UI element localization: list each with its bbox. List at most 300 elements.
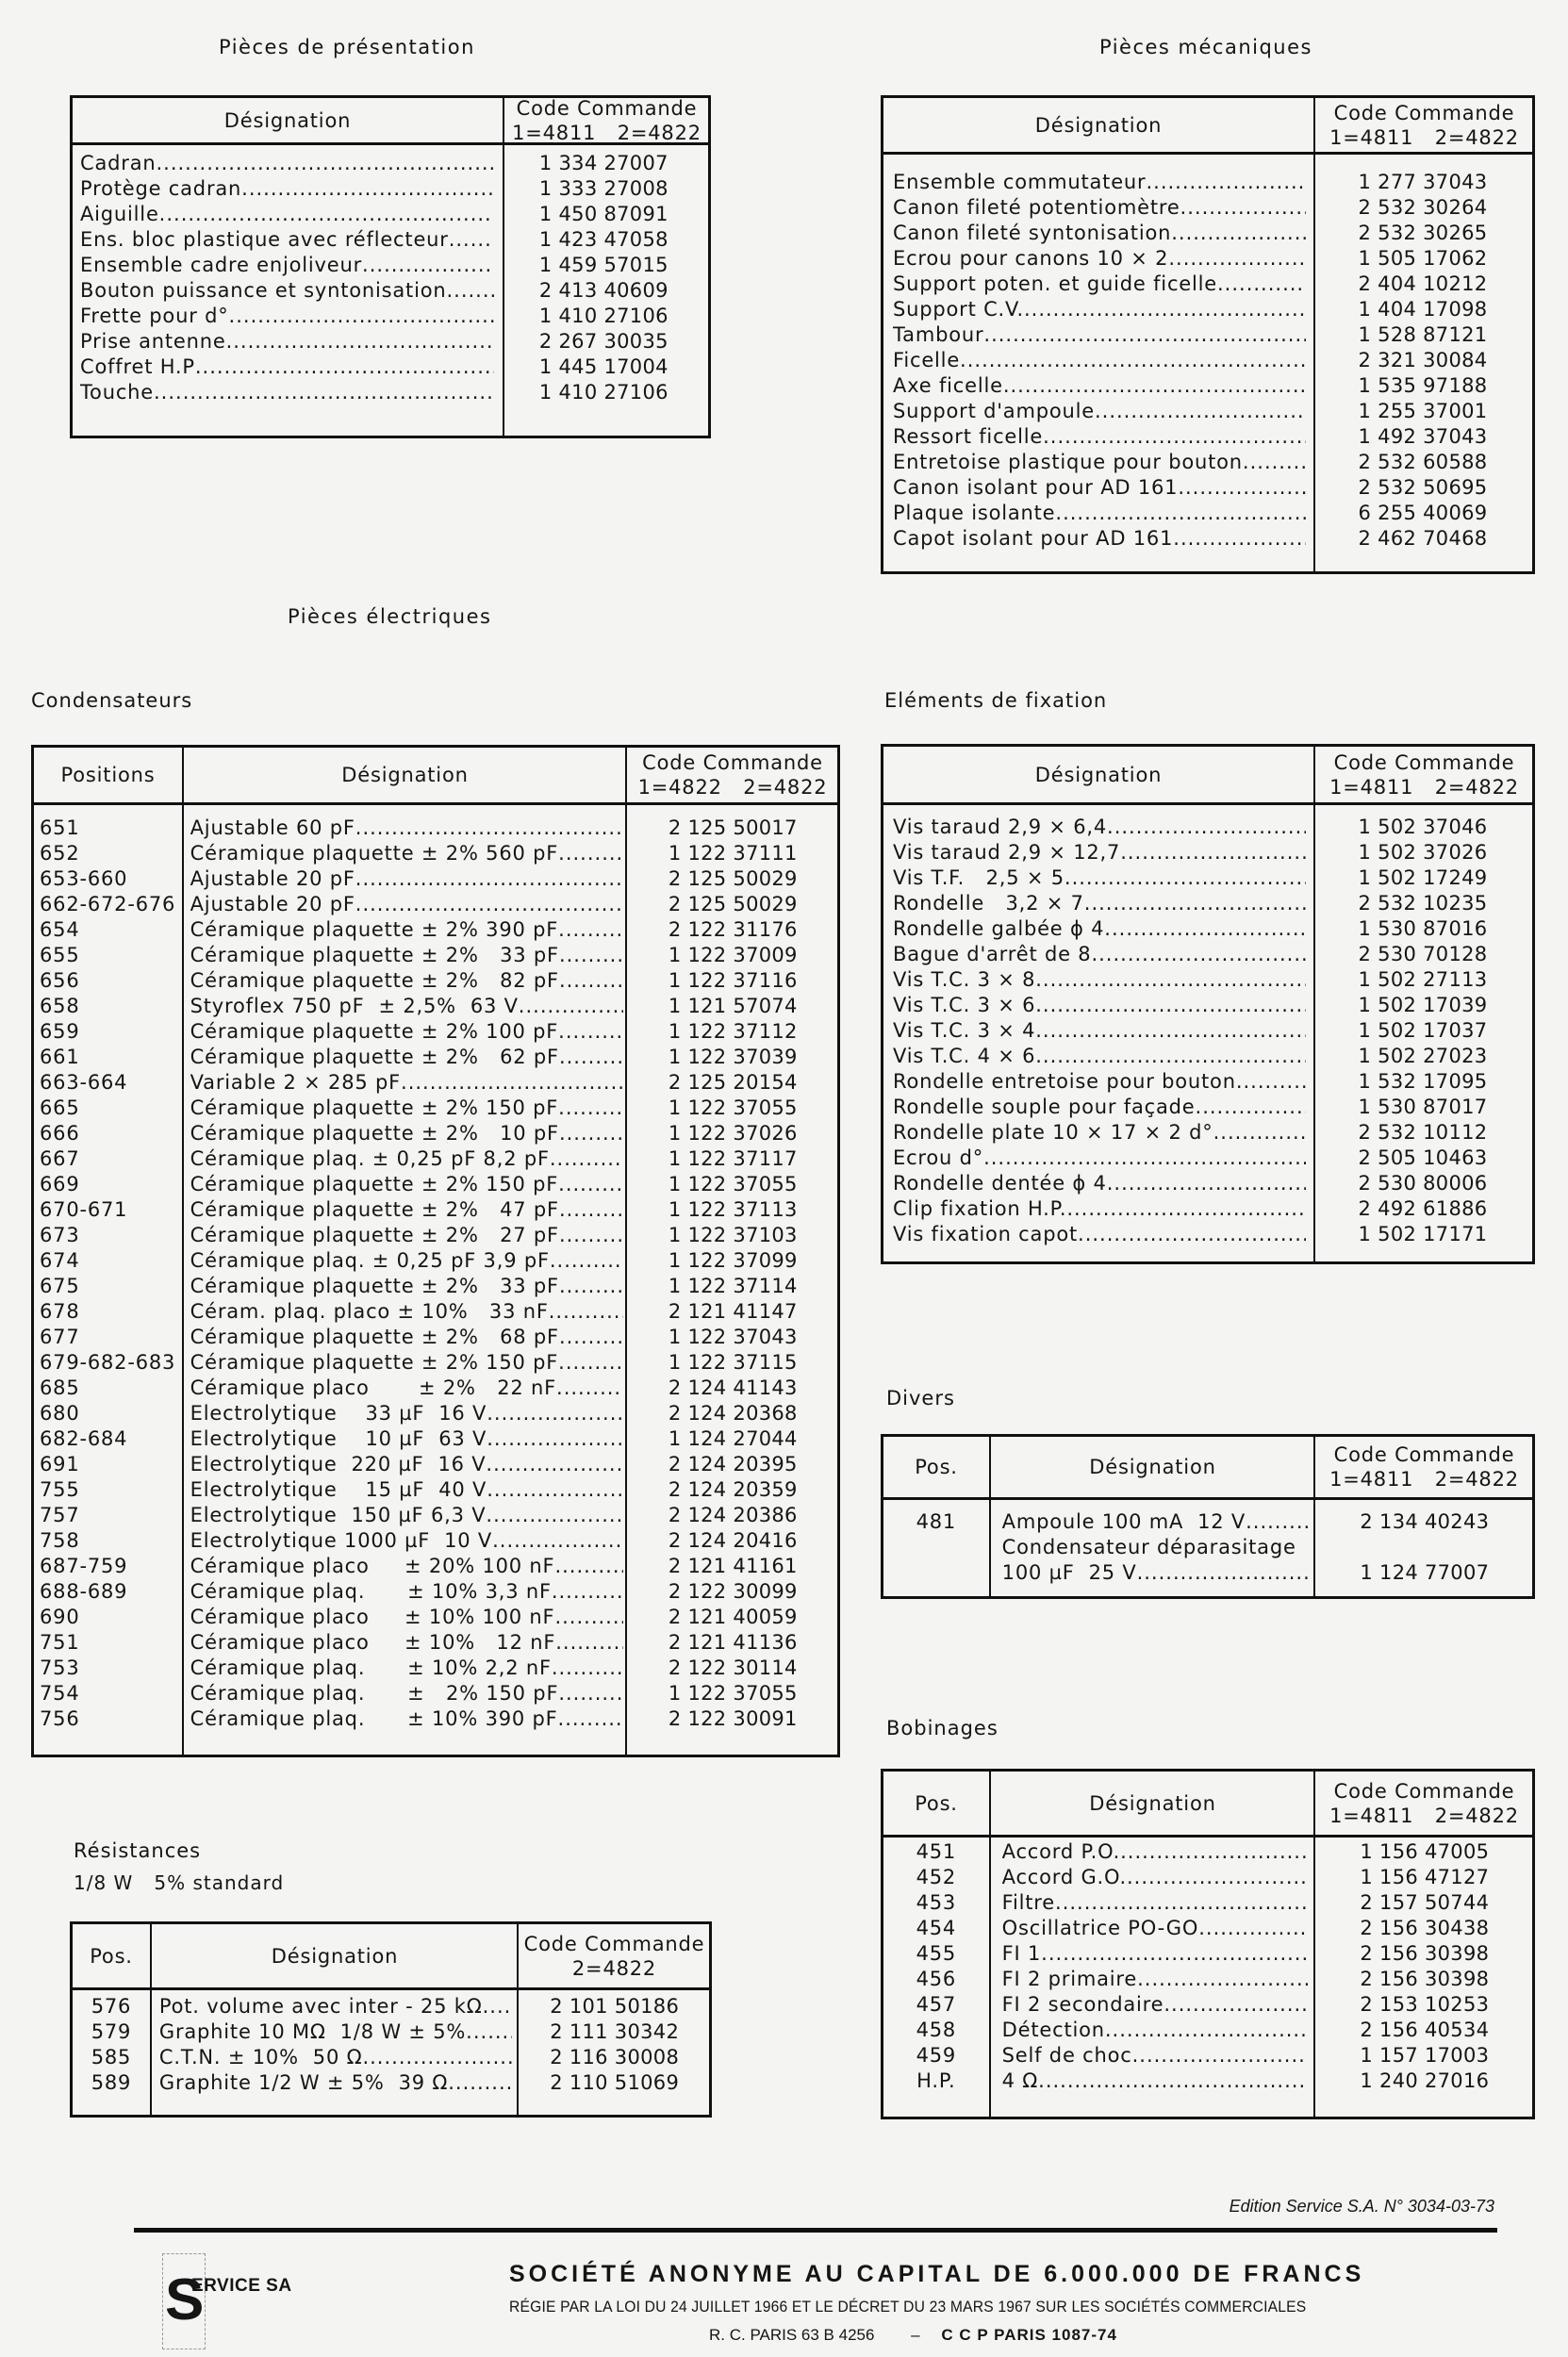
- code-cell: 2 156 30398: [1360, 1942, 1490, 1965]
- designation-cell: [893, 1069, 1306, 1095]
- header-pos: Pos.: [915, 1456, 958, 1478]
- code-cell: 2 153 10253: [1360, 1993, 1490, 2016]
- table-condensateurs: [31, 745, 840, 1757]
- designation-text: 4 Ω: [1001, 2069, 1039, 2092]
- designation-cell: [893, 272, 1306, 297]
- section-title-electriques: Pièces électriques: [288, 605, 492, 628]
- leader-dots: [1180, 195, 1306, 221]
- table-row: [893, 1196, 1530, 1222]
- subsection-bobinages: Bobinages: [886, 1717, 999, 1739]
- leader-dots: [1120, 1839, 1308, 1865]
- designation-cell: [190, 1401, 623, 1426]
- code-cell: 1 122 37055: [668, 1682, 798, 1705]
- code-cell: 2 121 41147: [668, 1300, 798, 1323]
- leader-dots: [487, 1477, 622, 1503]
- table-row: [40, 1554, 837, 1579]
- code-cell: 1 502 37026: [1358, 841, 1488, 864]
- leader-dots: [355, 892, 623, 917]
- designation-text: Ajustable 60 pF: [190, 816, 355, 839]
- table-row: [893, 1069, 1530, 1095]
- position-cell: 670-671: [40, 1198, 128, 1221]
- position-cell: 457: [916, 1993, 957, 2016]
- leader-dots: [1196, 1095, 1306, 1120]
- leader-dots: [1127, 1865, 1308, 1890]
- header-code-line2: 1=4811 2=4822: [1329, 775, 1519, 799]
- position-cell: 685: [40, 1376, 80, 1399]
- table-row: [40, 1325, 837, 1350]
- designation-cell: [1002, 1967, 1308, 1992]
- designation-cell: [80, 176, 494, 202]
- leader-dots: [1035, 967, 1306, 993]
- header-code-line1: Code Commande: [1333, 101, 1515, 124]
- code-cell: 2 134 40243: [1360, 1510, 1490, 1533]
- header-code-line2: 1=4811 2=4822: [1329, 1804, 1519, 1827]
- designation-text: Graphite 1/2 W ± 5% 39 Ω: [158, 2071, 449, 2094]
- leader-dots: [1091, 942, 1306, 967]
- table-row: [883, 2069, 1532, 2094]
- table-row: [893, 1120, 1530, 1146]
- leader-dots: [559, 1274, 623, 1299]
- header-code-line2: 1=4822 2=4822: [637, 776, 828, 799]
- designation-cell: [893, 1120, 1306, 1146]
- position-cell: 756: [40, 1707, 80, 1730]
- subsection-fixation: Eléments de fixation: [884, 689, 1108, 712]
- designation-cell: [190, 1681, 623, 1706]
- table-row: [40, 1299, 837, 1325]
- leader-dots: [983, 1146, 1306, 1171]
- code-cell: 2 532 50695: [1358, 476, 1488, 499]
- header-designation: Désignation: [1034, 113, 1163, 137]
- position-cell: 451: [916, 1840, 957, 1863]
- designation-text: Self de choc: [1001, 2044, 1132, 2067]
- designation-cell: [893, 916, 1306, 942]
- code-cell: 6 255 40069: [1358, 502, 1488, 524]
- table-row: [80, 354, 706, 380]
- designation-text: Rondelle plate 10 × 17 × 2 d°: [893, 1121, 1213, 1144]
- designation-cell: [190, 1223, 623, 1248]
- designation-cell: [190, 1070, 623, 1096]
- designation-text: Canon isolant pour AD 161: [893, 476, 1179, 499]
- leader-dots: [558, 1350, 622, 1376]
- header-code-line2: 1=4811 2=4822: [1329, 1468, 1519, 1491]
- table-row: [893, 221, 1530, 246]
- designation-text: Coffret H.P: [80, 355, 195, 378]
- leader-dots: [1066, 1196, 1306, 1222]
- code-cell: 1 334 27007: [538, 152, 668, 174]
- section-title-mecaniques: Pièces mécaniques: [1099, 36, 1312, 58]
- designation-text: Céramique plaquette ± 2% 62 pF: [190, 1046, 559, 1068]
- designation-cell: [893, 348, 1306, 373]
- header-code: [1316, 1437, 1532, 1497]
- leader-dots: [362, 253, 494, 278]
- table-row: [893, 942, 1530, 967]
- designation-text: Céramique plaquette ± 2% 68 pF: [190, 1326, 559, 1348]
- leader-dots: [1041, 1941, 1308, 1967]
- designation-cell: [893, 1196, 1306, 1222]
- leader-dots: [1104, 916, 1306, 942]
- position-cell: [883, 1535, 989, 1560]
- designation-cell: [190, 1426, 623, 1452]
- designation-text: FI 2 secondaire: [1001, 1993, 1164, 2016]
- designation-cell: [190, 1579, 623, 1605]
- leader-dots: [1055, 1890, 1308, 1916]
- leader-dots: [556, 1376, 623, 1401]
- leader-dots: [1035, 1018, 1306, 1044]
- designation-cell: [1002, 1535, 1308, 1560]
- code-cell: 2 530 80006: [1358, 1172, 1488, 1195]
- code-cell: 1 532 17095: [1358, 1070, 1488, 1093]
- code-cell: 1 277 37043: [1358, 171, 1488, 193]
- designation-text: Céramique plaquette ± 2% 47 pF: [190, 1198, 559, 1221]
- leader-dots: [559, 1325, 623, 1350]
- position-cell: 678: [40, 1300, 80, 1323]
- table-row: [80, 380, 706, 405]
- code-cell: 1 122 37113: [668, 1198, 798, 1221]
- leader-dots: [1105, 2018, 1308, 2043]
- designation-cell: [190, 1656, 623, 1681]
- position-cell: 682-684: [40, 1427, 128, 1450]
- leader-dots: [1003, 373, 1306, 399]
- code-cell: 1 124 27044: [668, 1427, 798, 1450]
- code-cell: 1 122 37115: [668, 1351, 798, 1374]
- designation-text: Céramique placo ± 20% 100 nF: [190, 1555, 555, 1577]
- designation-text: Vis T.F. 2,5 × 5: [893, 866, 1065, 889]
- section-title-presentation: Pièces de présentation: [219, 36, 475, 58]
- designation-text: Céramique plaquette ± 2% 33 pF: [190, 944, 559, 966]
- designation-text: Ecrou pour canons 10 × 2: [893, 247, 1169, 270]
- code-cell: 1 122 37009: [668, 944, 798, 966]
- leader-dots: [558, 1096, 622, 1121]
- rows-mecaniques: [893, 170, 1530, 552]
- code-cell: 2 156 30438: [1360, 1917, 1490, 1939]
- code-cell: 2 530 70128: [1358, 943, 1488, 965]
- designation-cell: [893, 1222, 1306, 1247]
- table-row: [893, 475, 1530, 501]
- code-cell: 2 321 30084: [1358, 349, 1488, 371]
- table-row: [40, 994, 837, 1019]
- table-row: [893, 1044, 1530, 1069]
- leader-dots: [1043, 424, 1306, 450]
- code-cell: 1 122 37114: [668, 1275, 798, 1297]
- leader-dots: [1198, 1916, 1307, 1941]
- code-cell: 1 459 57015: [538, 254, 668, 276]
- table-row: [80, 202, 706, 227]
- leader-dots: [1164, 1992, 1307, 2018]
- designation-cell: [190, 866, 623, 892]
- table-row: [893, 399, 1530, 424]
- header-code-line2: 1=4811 2=4822: [1329, 125, 1519, 149]
- leader-dots: [554, 1605, 622, 1630]
- position-cell: 755: [40, 1478, 80, 1501]
- code-cell: 2 157 50744: [1360, 1891, 1490, 1914]
- header-code-line1: Code Commande: [1333, 750, 1515, 774]
- position-cell: 654: [40, 918, 80, 941]
- leader-dots: [1132, 2043, 1308, 2069]
- code-cell: 1 502 17037: [1358, 1019, 1488, 1042]
- code-cell: 2 156 30398: [1360, 1968, 1490, 1990]
- table-row: [40, 1477, 837, 1503]
- designation-text: Touche: [80, 381, 154, 404]
- designation-text: Céramique plaquette ± 2% 150 pF: [190, 1351, 559, 1374]
- position-cell: H.P.: [916, 2069, 956, 2092]
- position-cell: 751: [40, 1631, 80, 1654]
- leader-dots: [558, 1681, 622, 1706]
- code-cell: 1 502 27113: [1358, 968, 1488, 991]
- table-mecaniques: [881, 95, 1535, 574]
- rc-number: R. C. PARIS 63 B 4256: [709, 2326, 875, 2344]
- table-row: [40, 1121, 837, 1146]
- code-cell: 1 450 87091: [538, 203, 668, 225]
- table-row: [40, 841, 837, 866]
- leader-dots: [1078, 1222, 1306, 1247]
- leader-dots: [1178, 475, 1306, 501]
- table-row: [893, 1171, 1530, 1196]
- table-row: [40, 1350, 837, 1376]
- rows-bobinages: [883, 1839, 1532, 2094]
- designation-text: Détection: [1001, 2019, 1105, 2041]
- designation-cell: [190, 994, 623, 1019]
- header-code-line1: Code Commande: [1333, 1443, 1515, 1466]
- table-row: [80, 227, 706, 253]
- leader-dots: [446, 278, 493, 304]
- designation-cell: [893, 967, 1306, 993]
- position-cell: 458: [916, 2019, 957, 2041]
- position-cell: 665: [40, 1096, 80, 1119]
- designation-cell: [893, 840, 1306, 865]
- table-row: [40, 1248, 837, 1274]
- designation-cell: [190, 1146, 623, 1172]
- header-divider: [883, 1497, 1532, 1500]
- code-cell: 2 532 10235: [1358, 892, 1488, 915]
- code-cell: 2 124 20359: [668, 1478, 798, 1501]
- leader-dots: [1236, 1069, 1306, 1095]
- designation-text: Céramique plaquette ± 2% 150 pF: [190, 1173, 559, 1195]
- table-row: [40, 1656, 837, 1681]
- designation-cell: [190, 1477, 623, 1503]
- position-cell: 656: [40, 969, 80, 992]
- designation-text: Ensemble cadre enjoliveur: [80, 254, 363, 276]
- code-cell: 2 121 40059: [668, 1606, 798, 1628]
- table-row: [883, 1967, 1532, 1992]
- leader-dots: [1095, 399, 1306, 424]
- designation-cell: [1002, 1941, 1308, 1967]
- table-row: [40, 1197, 837, 1223]
- code-cell: 2 122 30091: [668, 1707, 798, 1730]
- table-row: [40, 1096, 837, 1121]
- table-row: [40, 816, 837, 841]
- position-cell: 758: [40, 1529, 80, 1552]
- table-row: [893, 1018, 1530, 1044]
- edition-reference: Edition Service S.A. N° 3034-03-73: [1229, 2197, 1494, 2216]
- table-row: [40, 1146, 837, 1172]
- code-cell: 1 423 47058: [538, 228, 668, 251]
- designation-text: Céramique placo ± 10% 12 nF: [190, 1631, 556, 1654]
- designation-cell: [1002, 1916, 1308, 1941]
- company-registration-line: [709, 2326, 1117, 2345]
- leader-dots: [1035, 1044, 1306, 1069]
- designation-text: Ensemble commutateur: [893, 171, 1147, 193]
- designation-text: Céramique plaquette ± 2% 390 pF: [190, 918, 559, 941]
- code-cell: 1 530 87017: [1358, 1096, 1488, 1118]
- code-cell: 1 502 17171: [1358, 1223, 1488, 1245]
- table-row: [883, 1941, 1532, 1967]
- code-cell: 2 532 60588: [1358, 451, 1488, 473]
- table-row: [80, 253, 706, 278]
- table-row: [40, 1223, 837, 1248]
- header-code-line1: Code Commande: [642, 751, 823, 774]
- designation-cell: [190, 1274, 623, 1299]
- designation-cell: [893, 1171, 1306, 1196]
- designation-cell: [190, 1248, 623, 1274]
- position-cell: 453: [916, 1891, 957, 1914]
- designation-cell: [190, 1172, 623, 1197]
- designation-cell: [893, 1018, 1306, 1044]
- leader-dots: [559, 1121, 623, 1146]
- header-code: [505, 98, 708, 142]
- designation-cell: [190, 1019, 623, 1045]
- leader-dots: [1084, 891, 1306, 916]
- code-cell: 2 121 41136: [668, 1631, 798, 1654]
- designation-text: Céramique plaquette ± 2% 150 pF: [190, 1096, 559, 1119]
- designation-cell: [80, 253, 494, 278]
- designation-text: C.T.N. ± 10% 50 Ω: [158, 2046, 363, 2069]
- leader-dots: [1243, 450, 1306, 475]
- leader-dots: [492, 1528, 622, 1554]
- designation-text: 100 µF 25 V: [1001, 1561, 1137, 1584]
- table-row: [80, 304, 706, 329]
- table-row: [883, 1509, 1532, 1535]
- leader-dots: [558, 917, 622, 943]
- table-row: [80, 151, 706, 176]
- table-row: [40, 968, 837, 994]
- code-cell: 1 333 27008: [538, 177, 668, 200]
- table-row: [40, 1681, 837, 1706]
- leader-dots: [960, 348, 1306, 373]
- designation-text: Céramique plaq. ± 0,25 pF 8,2 pF: [190, 1147, 550, 1170]
- leader-dots: [448, 2070, 512, 2096]
- table-row: [40, 1706, 837, 1732]
- designation-text: Electrolytique 10 µF 63 V: [190, 1427, 487, 1450]
- designation-cell: [80, 278, 494, 304]
- designation-text: Canon fileté syntonisation: [893, 222, 1172, 244]
- table-row: [80, 278, 706, 304]
- designation-text: Condensateur déparasitage: [1001, 1536, 1296, 1558]
- table-row: [40, 1605, 837, 1630]
- position-cell: 455: [916, 1942, 957, 1965]
- code-cell: 1 122 37112: [668, 1020, 798, 1043]
- designation-cell: [893, 424, 1306, 450]
- designation-cell: [1002, 2069, 1308, 2094]
- subsection-resistances: Résistances: [74, 1839, 202, 1862]
- code-cell: [1317, 1535, 1532, 1560]
- table-row: [40, 1579, 837, 1605]
- code-cell: 1 502 27023: [1358, 1045, 1488, 1067]
- header-designation: Désignation: [1089, 1456, 1216, 1478]
- position-cell: 679-682-683: [40, 1351, 176, 1374]
- designation-text: Ajustable 20 pF: [190, 893, 355, 915]
- leader-dots: [1107, 1171, 1306, 1196]
- logo-initial: S: [165, 2267, 205, 2332]
- designation-text: Plaque isolante: [893, 502, 1056, 524]
- designation-cell: [80, 380, 494, 405]
- position-cell: 655: [40, 944, 80, 966]
- table-row: [40, 943, 837, 968]
- designation-text: Rondelle entretoise pour bouton: [893, 1070, 1236, 1093]
- code-cell: 2 532 30265: [1358, 222, 1488, 244]
- designation-cell: [80, 354, 494, 380]
- leader-dots: [1168, 246, 1306, 272]
- table-row: [883, 1560, 1532, 1586]
- table-row: [893, 373, 1530, 399]
- code-cell: 1 122 37099: [668, 1249, 798, 1272]
- leader-dots: [159, 202, 494, 227]
- designation-cell: [893, 170, 1306, 195]
- designation-cell: [190, 1706, 623, 1732]
- code-cell: 1 156 47127: [1360, 1866, 1490, 1888]
- leader-dots: [401, 1070, 623, 1096]
- position-cell: 589: [91, 2071, 132, 2094]
- designation-cell: [80, 304, 494, 329]
- designation-text: Styroflex 750 pF ± 2,5% 63 V: [190, 995, 519, 1017]
- leader-dots: [355, 816, 623, 841]
- designation-cell: [893, 1146, 1306, 1171]
- position-cell: 579: [91, 2020, 132, 2043]
- table-row: [893, 195, 1530, 221]
- company-capital-line: SOCIÉTÉ ANONYME AU CAPITAL DE 6.000.000 DE FRANCS: [509, 2261, 1365, 2287]
- code-cell: 2 532 30264: [1358, 196, 1488, 219]
- designation-text: Protège cadran: [80, 177, 242, 200]
- leader-dots: [466, 2019, 512, 2045]
- position-cell: 675: [40, 1275, 80, 1297]
- table-row: [893, 526, 1530, 552]
- code-cell: 1 410 27106: [538, 305, 668, 327]
- position-cell: 753: [40, 1656, 80, 1679]
- designation-text: Canon fileté potentiomètre: [893, 196, 1180, 219]
- leader-dots: [355, 866, 623, 892]
- resistances-subtitle: 1/8 W 5% standard: [74, 1871, 285, 1894]
- position-cell: 666: [40, 1122, 80, 1145]
- designation-cell: [893, 942, 1306, 967]
- leader-dots: [1107, 815, 1306, 840]
- designation-text: Graphite 10 MΩ 1/8 W ± 5%: [158, 2020, 467, 2043]
- designation-text: Céramique placo ± 10% 100 nF: [190, 1606, 555, 1628]
- leader-dots: [195, 354, 494, 380]
- designation-text: Vis fixation capot: [893, 1223, 1079, 1245]
- code-cell: 2 462 70468: [1358, 527, 1488, 550]
- table-row: [40, 917, 837, 943]
- table-row: [40, 1401, 837, 1426]
- table-row: [893, 1095, 1530, 1120]
- designation-text: Oscillatrice PO-GO: [1001, 1917, 1199, 1939]
- designation-cell: [80, 329, 494, 354]
- header-pos: Pos.: [90, 1944, 133, 1968]
- designation-cell: [190, 1350, 623, 1376]
- designation-text: Frette pour d°: [80, 305, 229, 327]
- leader-dots: [1120, 840, 1306, 865]
- leader-dots: [549, 1299, 623, 1325]
- table-row: [883, 2018, 1532, 2043]
- code-cell: 1 404 17098: [1358, 298, 1488, 321]
- designation-cell: [893, 501, 1306, 526]
- position-cell: 754: [40, 1682, 80, 1705]
- designation-cell: [893, 221, 1306, 246]
- position-cell: 757: [40, 1504, 80, 1526]
- designation-text: Céramique placo ± 2% 22 nF: [190, 1376, 557, 1399]
- table-row: [883, 1839, 1532, 1865]
- designation-cell: [893, 475, 1306, 501]
- designation-cell: [80, 202, 494, 227]
- leader-dots: [558, 1019, 622, 1045]
